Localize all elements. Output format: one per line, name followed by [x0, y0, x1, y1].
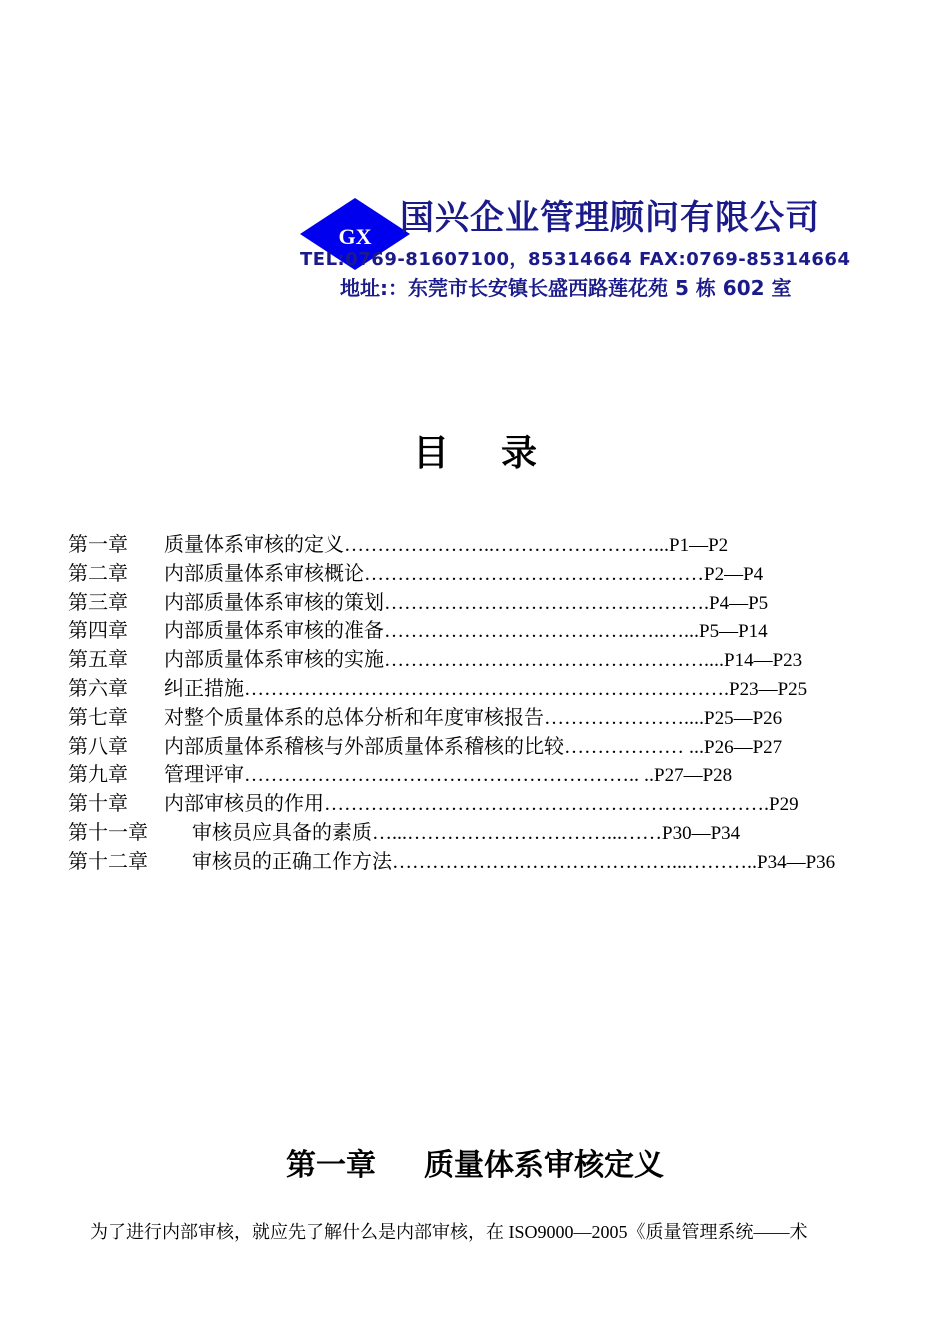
- toc-page-range: P27—P28: [654, 765, 733, 787]
- company-name: 国兴企业管理顾问有限公司: [400, 198, 820, 238]
- toc-chapter-name: 对整个质量体系的总体分析和年度审核报告: [164, 704, 544, 729]
- toc-page-range: P26—P27: [704, 736, 783, 758]
- toc-entry[interactable]: [68, 616, 888, 645]
- toc-leader-dots: ……………………………………...………..: [392, 850, 757, 873]
- toc-leader-dots: ……………… ...: [564, 735, 704, 758]
- toc-chapter-name: 内部质量体系审核的准备: [164, 618, 384, 643]
- toc-page-range: P4—P5: [709, 592, 769, 614]
- toc-page-range: P5—P14: [699, 621, 768, 643]
- toc-chapter-number: 第三章: [68, 589, 128, 614]
- toc-chapter-number: 第十二章: [68, 848, 148, 873]
- toc-chapter-number: 第十一章: [68, 819, 148, 844]
- chapter-number: 第一章: [286, 1148, 376, 1183]
- toc-leader-dots: …...…………………………...……: [372, 821, 662, 844]
- toc-entry[interactable]: [68, 818, 888, 847]
- toc-chapter-number: 第七章: [68, 704, 128, 729]
- toc-entry[interactable]: [68, 703, 888, 732]
- toc-chapter-name: 质量体系审核的定义: [164, 532, 344, 556]
- toc-chapter-number: 第二章: [68, 560, 128, 585]
- toc-leader-dots: ……………………………………………………………….: [244, 677, 729, 700]
- toc-chapter-name: 内部质量体系审核的策划: [164, 589, 384, 614]
- toc-leader-dots: …………………..……………………...: [344, 534, 669, 556]
- toc-leader-dots: ………………….……………………………….. ..: [244, 764, 654, 787]
- chapter-heading: [0, 1140, 950, 1184]
- toc-page-range: P25—P26: [704, 707, 783, 729]
- toc-chapter-name: 纠正措施: [164, 675, 244, 700]
- toc-page-range: P14—P23: [724, 650, 803, 672]
- toc-leader-dots: …………………………………………....: [384, 649, 724, 672]
- toc-chapter-name: 内部质量体系稽核与外部质量体系稽核的比较: [164, 733, 564, 758]
- toc-leader-dots: ………………………………………….: [384, 591, 709, 614]
- toc-chapter-name: 内部审核员的作用: [164, 791, 324, 816]
- toc-chapter-number: 第五章: [68, 647, 128, 672]
- toc-chapter-name: 内部质量体系审核的实施: [164, 647, 384, 672]
- toc-entry[interactable]: [68, 674, 888, 703]
- toc-entry[interactable]: [68, 530, 888, 559]
- toc-chapter-number: 第九章: [68, 762, 128, 787]
- toc-chapter-number: 第六章: [68, 675, 128, 700]
- toc-leader-dots: ………………………………………………………….: [324, 793, 769, 816]
- toc-entry[interactable]: [68, 588, 888, 617]
- toc-entry[interactable]: [68, 645, 888, 674]
- toc-page-range: P2—P4: [704, 563, 764, 585]
- toc-leader-dots: ……………………………………………: [364, 562, 704, 585]
- toc-chapter-number: 第十章: [68, 791, 128, 816]
- toc-entry[interactable]: [68, 789, 888, 818]
- toc-chapter-name: 审核员的正确工作方法: [192, 848, 392, 873]
- company-address: 地址:：东莞市长安镇长盛西路莲花苑 5 栋 602 室: [340, 276, 792, 300]
- toc-entry[interactable]: [68, 559, 888, 588]
- toc-chapter-name: 审核员应具备的素质: [192, 819, 372, 844]
- toc-page-range: P23—P25: [729, 678, 808, 700]
- toc-chapter-name: 管理评审: [164, 762, 244, 787]
- toc-leader-dots: ………………………………..…..…...: [384, 620, 699, 643]
- chapter-intro-text: 为了进行内部审核，就应先了解什么是内部审核，在 ISO9000—2005《质量管理系统——术: [90, 1222, 808, 1242]
- toc-page-range: P1—P2: [669, 535, 729, 556]
- contact-phone-fax: TEL:0769-81607100，85314664 FAX:0769-85314664: [300, 249, 851, 270]
- toc-page-range: P29: [769, 794, 799, 816]
- chapter-title: 质量体系审核定义: [424, 1148, 664, 1183]
- logo-text: GX: [338, 224, 372, 249]
- toc-chapter-name: 内部质量体系审核概论: [164, 560, 364, 585]
- toc-entry[interactable]: [68, 760, 888, 789]
- toc-leader-dots: …………………....: [544, 706, 704, 729]
- table-of-contents: [68, 530, 888, 876]
- toc-page-range: P34—P36: [757, 851, 836, 873]
- toc-entry[interactable]: [68, 847, 888, 876]
- toc-chapter-number: 第一章: [68, 532, 128, 556]
- toc-entry[interactable]: [68, 732, 888, 761]
- toc-chapter-number: 第八章: [68, 733, 128, 758]
- toc-page-range: P30—P34: [662, 822, 741, 844]
- toc-title: 目录: [412, 433, 589, 474]
- toc-chapter-number: 第四章: [68, 618, 128, 643]
